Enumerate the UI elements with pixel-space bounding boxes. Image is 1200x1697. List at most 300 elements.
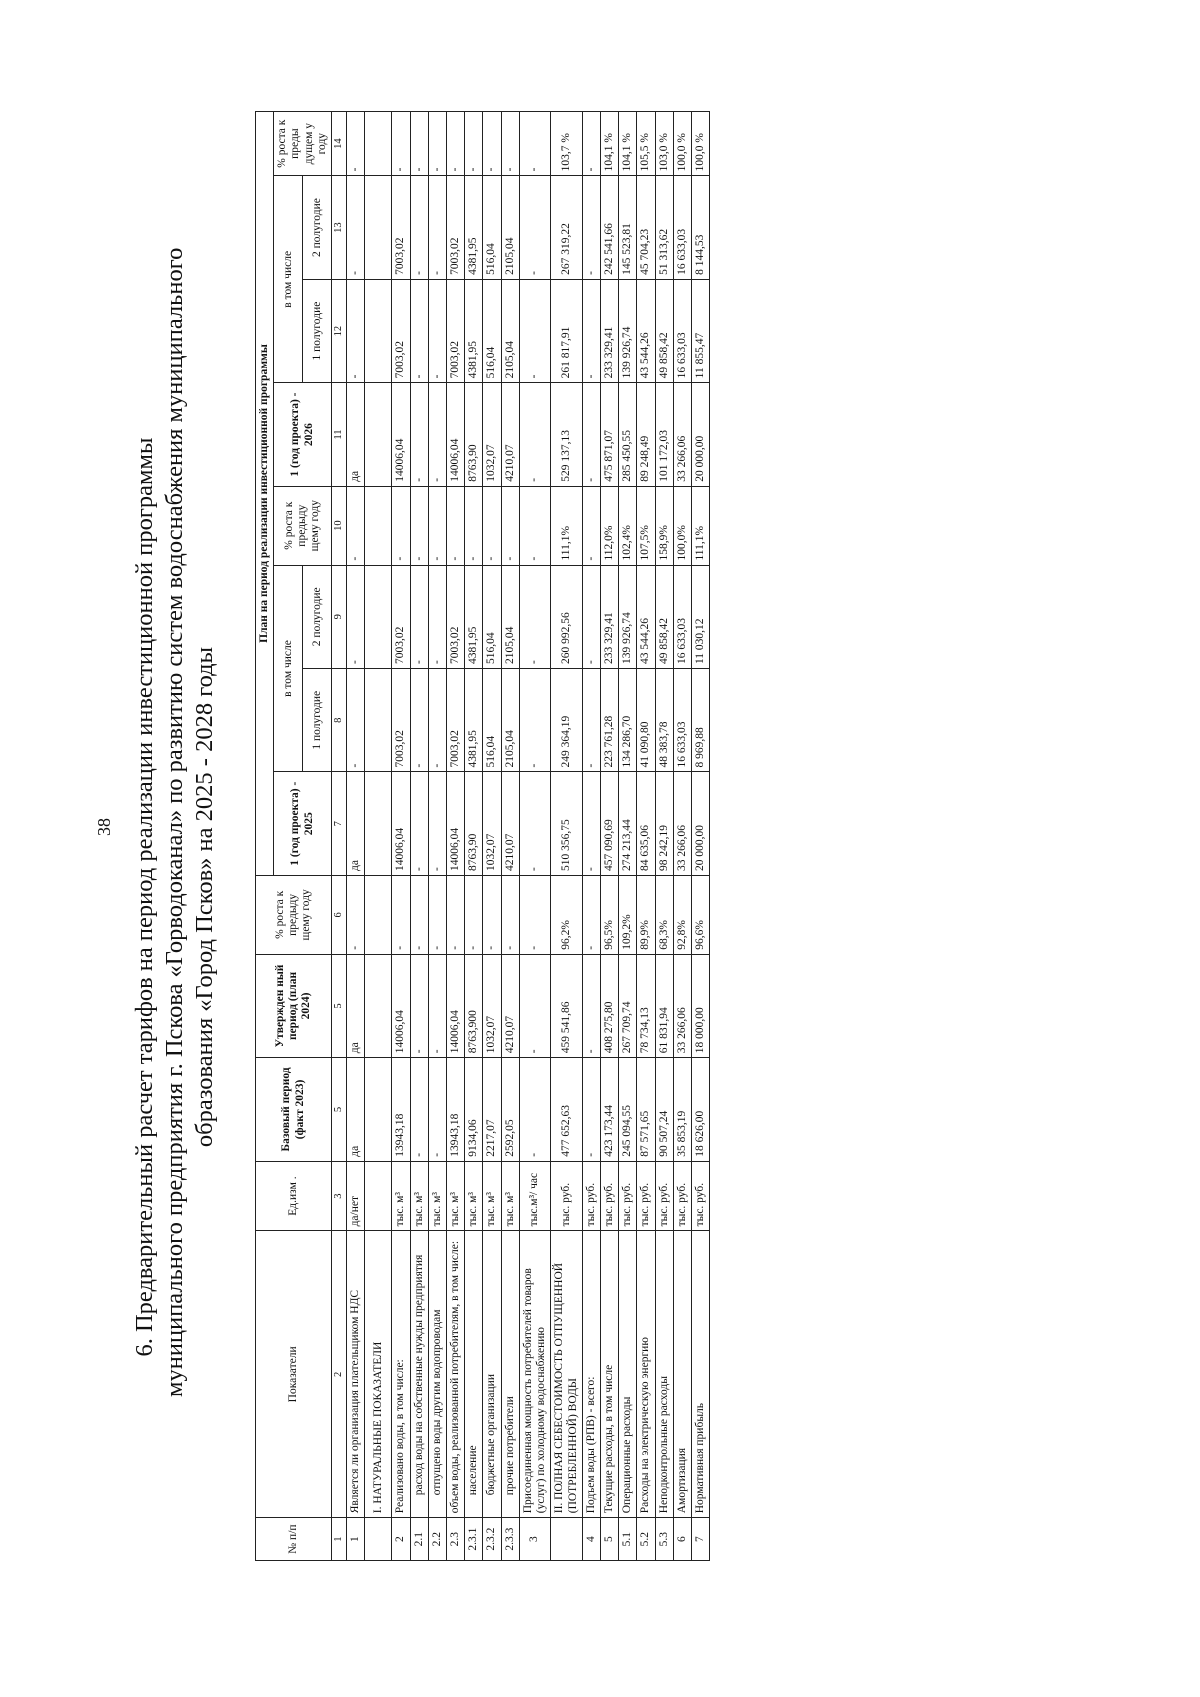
header-indicator: Показатели [256,1231,332,1518]
tariff-table-wrapper [255,111,710,1561]
column-index: 7 [332,772,347,875]
row-number: 2 [392,1518,410,1561]
row-value: 7003,02 [392,565,410,668]
table-row [347,112,365,1561]
row-value: - [582,1058,600,1161]
row-number: 2.3.1 [465,1518,483,1561]
row-value: 111,1% [551,486,582,565]
row-value [365,875,392,954]
row-value: 134 286,70 [619,669,637,772]
row-number: 5 [600,1518,618,1561]
row-value: - [519,383,550,486]
row-value: - [582,875,600,954]
row-value: 14006,04 [392,954,410,1057]
row-value: 16 633,03 [673,279,691,382]
row-value [365,1058,392,1161]
row-number: 5.3 [655,1518,673,1561]
row-value: - [582,486,600,565]
row-value: - [410,112,428,176]
row-value: - [410,565,428,668]
row-value: 242 541,66 [600,176,618,279]
row-value: 8 969,88 [692,669,710,772]
row-value: - [582,954,600,1057]
header-including-2026: в том числе [274,176,303,383]
row-value: 7003,02 [446,176,464,279]
row-value: 96,5% [600,875,618,954]
row-value: 104,1 % [619,112,637,176]
row-number [365,1518,392,1561]
row-number: 7 [692,1518,710,1561]
row-value: 7003,02 [392,279,410,382]
row-indicator-name: население [465,1231,483,1518]
header-growth-3: % роста к преды дущем у году [274,112,332,176]
row-number [551,1518,582,1561]
row-value: 16 633,03 [673,669,691,772]
row-value: 408 275,80 [600,954,618,1057]
row-number: 5.2 [637,1518,655,1561]
row-unit: тыс. м³ [392,1161,410,1231]
row-unit: тыс. руб. [600,1161,618,1231]
row-value: 103,7 % [551,112,582,176]
row-value: - [582,772,600,875]
row-value: 8763,90 [465,772,483,875]
header-approved-period: Утвержден ный период (план 2024) [256,954,332,1057]
row-number: 2.3.2 [483,1518,501,1561]
row-value: 89 248,49 [637,383,655,486]
row-value: 475 871,07 [600,383,618,486]
row-value: - [428,383,446,486]
row-value: - [410,486,428,565]
row-value: 233 329,41 [600,279,618,382]
header-year-2025: 1 (год проекта) - 2025 [274,772,332,875]
row-value: - [410,176,428,279]
row-value: - [428,112,446,176]
row-value: 4210,07 [501,383,519,486]
row-value: 51 313,62 [655,176,673,279]
row-value: - [582,383,600,486]
table-row [392,112,410,1561]
row-value: - [519,875,550,954]
row-value: 49 858,42 [655,279,673,382]
row-value: 260 992,56 [551,565,582,668]
row-indicator-name: Амортизация [673,1231,691,1518]
row-value: 245 094,55 [619,1058,637,1161]
row-value: 103,0 % [655,112,673,176]
row-value: 2105,04 [501,279,519,382]
header-growth-2: % роста к предыду щему году [274,486,332,565]
row-number: 2.2 [428,1518,446,1561]
row-value: - [582,176,600,279]
row-value: - [519,486,550,565]
column-index: 14 [332,112,347,176]
row-value [365,112,392,176]
row-value: - [446,486,464,565]
row-indicator-name: Неподконтрольные расходы [655,1231,673,1518]
row-value: 423 173,44 [600,1058,618,1161]
row-number: 2.3.3 [501,1518,519,1561]
row-unit: тыс. м³ [501,1161,519,1231]
row-value: 459 541,86 [551,954,582,1057]
column-index: 10 [332,486,347,565]
row-value: 33 266,06 [673,383,691,486]
row-value: 267 319,22 [551,176,582,279]
row-value: 43 544,26 [637,279,655,382]
row-value: 11 855,47 [692,279,710,382]
row-indicator-name: объем воды, реализованной потребителям, в том числе: [446,1231,464,1518]
row-value: 109,2% [619,875,637,954]
row-unit: тыс. м³ [428,1161,446,1231]
row-number: 1 [347,1518,365,1561]
table-row [637,112,655,1561]
column-index: 2 [332,1231,347,1518]
row-value: - [428,772,446,875]
row-value: 84 635,06 [637,772,655,875]
row-value: 18 000,00 [692,954,710,1057]
row-value: 1032,07 [483,772,501,875]
row-unit: тыс. руб. [637,1161,655,1231]
row-value: 68,3% [655,875,673,954]
header-num: № п/п [256,1518,332,1561]
header-plan-group: План на период реализации инвестиционной программы [256,112,274,876]
row-value: - [519,954,550,1057]
column-index: 11 [332,383,347,486]
row-value: 7003,02 [392,669,410,772]
table-row [600,112,618,1561]
row-value: 223 761,28 [600,669,618,772]
row-indicator-name: Реализовано воды, в том числе: [392,1231,410,1518]
row-value: - [483,112,501,176]
row-value: 90 507,24 [655,1058,673,1161]
row-value: - [347,279,365,382]
row-value: - [501,112,519,176]
row-value: 2105,04 [501,176,519,279]
row-value: 45 704,23 [637,176,655,279]
table-row [655,112,673,1561]
row-value: 274 213,44 [619,772,637,875]
row-value: 100,0% [673,486,691,565]
row-value: 510 356,75 [551,772,582,875]
row-value: 14006,04 [446,954,464,1057]
row-value: - [582,279,600,382]
row-number: 3 [519,1518,550,1561]
column-index: 5 [332,1058,347,1161]
row-value: 9134,06 [465,1058,483,1161]
table-row [619,112,637,1561]
row-value: 8 144,53 [692,176,710,279]
row-value: - [347,875,365,954]
row-value: - [446,112,464,176]
row-value: 285 450,55 [619,383,637,486]
header-half-2-2026: 2 полугодие [303,176,332,279]
column-index-row [332,112,347,1561]
row-value: - [410,772,428,875]
row-value: 11 030,12 [692,565,710,668]
row-value: - [519,176,550,279]
row-value: 4210,07 [501,772,519,875]
row-unit: тыс.м³/ час [519,1161,550,1231]
row-value: - [428,669,446,772]
row-value [365,486,392,565]
row-value: - [483,875,501,954]
row-unit: тыс. м³ [410,1161,428,1231]
table-row [365,112,392,1561]
row-value: 14006,04 [392,772,410,875]
row-value: - [410,279,428,382]
row-value: - [428,176,446,279]
row-value: 33 266,06 [673,954,691,1057]
row-indicator-name: Является ли организация плательщиком НДС [347,1231,365,1518]
page-title [130,247,220,1397]
row-number: 6 [673,1518,691,1561]
row-value: - [392,112,410,176]
row-value: - [465,112,483,176]
table-row [428,112,446,1561]
row-value: 261 817,91 [551,279,582,382]
row-value: 101 172,03 [655,383,673,486]
row-indicator-name: Расходы на электрическую энергию [637,1231,655,1518]
row-value: 2105,04 [501,669,519,772]
row-number: 2.1 [410,1518,428,1561]
row-value: 2105,04 [501,565,519,668]
row-value: 7003,02 [446,279,464,382]
row-value: 14006,04 [446,383,464,486]
title-line-2: муниципального предприятия г. Пскова «Горводоканал» по развитию систем водоснабжения муниципального [160,247,188,1397]
row-value: 100,0 % [692,112,710,176]
row-value: - [410,954,428,1057]
row-indicator-name: Операционные расходы [619,1231,637,1518]
table-row [551,112,582,1561]
row-value [365,772,392,875]
row-value: 145 523,81 [619,176,637,279]
row-value: 7003,02 [446,669,464,772]
row-value: - [519,279,550,382]
row-value: - [428,486,446,565]
row-value: - [347,669,365,772]
row-value: 78 734,13 [637,954,655,1057]
row-value: 13943,18 [446,1058,464,1161]
table-body [347,112,710,1561]
row-value: 104,1 % [600,112,618,176]
row-value [365,383,392,486]
row-unit [365,1161,392,1231]
row-unit: тыс. м³ [465,1161,483,1231]
row-value: 139 926,74 [619,279,637,382]
row-value: 2592,05 [501,1058,519,1161]
row-value: - [347,112,365,176]
row-value: 516,04 [483,669,501,772]
row-value: - [501,875,519,954]
row-value: 13943,18 [392,1058,410,1161]
table-row [501,112,519,1561]
header-half-1-2025: 1 полугодие [303,669,332,772]
row-value: 7003,02 [446,565,464,668]
column-index: 13 [332,176,347,279]
row-indicator-name: отпущено воды другим водопроводам [428,1231,446,1518]
row-unit: тыс. руб. [655,1161,673,1231]
row-indicator-name: прочие потребители [501,1231,519,1518]
row-indicator-name: Нормативная прибыль [692,1231,710,1518]
row-value: 41 090,80 [637,669,655,772]
row-value: 96,6% [692,875,710,954]
header-year-2026: 1 (год проекта) - 2026 [274,383,332,486]
row-value [365,954,392,1057]
header-base-period: Базовый период (факт 2023) [256,1058,332,1161]
column-index: 9 [332,565,347,668]
row-value: - [428,954,446,1057]
row-value: 16 633,03 [673,565,691,668]
row-value: - [392,875,410,954]
row-value: 516,04 [483,565,501,668]
row-value: 105,5 % [637,112,655,176]
table-row [446,112,464,1561]
column-index: 8 [332,669,347,772]
row-value: 33 266,06 [673,772,691,875]
row-value: - [428,875,446,954]
row-indicator-name: II. ПОЛНАЯ СЕБЕСТОИМОСТЬ ОТПУЩЕННОЙ (ПОТРЕБЛЕННОЙ) ВОДЫ [551,1231,582,1518]
row-value: - [347,486,365,565]
row-value: 8763,900 [465,954,483,1057]
row-value: 139 926,74 [619,565,637,668]
title-line-1: 6. Предварительный расчет тарифов на период реализации инвестиционной программы [131,437,158,1357]
row-value [365,565,392,668]
page-number: 38 [94,818,114,836]
row-value: 457 090,69 [600,772,618,875]
row-value: 7003,02 [392,176,410,279]
row-value: 43 544,26 [637,565,655,668]
row-value: 35 853,19 [673,1058,691,1161]
row-indicator-name: Присоединенная мощность потребителей товаров (услуг) по холодному водоснабжению [519,1231,550,1518]
column-index: 5 [332,954,347,1057]
column-index: 12 [332,279,347,382]
row-value: - [465,486,483,565]
row-value: - [410,875,428,954]
row-value: 107,5% [637,486,655,565]
row-value: 100,0 % [673,112,691,176]
row-value: 4381,95 [465,669,483,772]
row-value: - [519,112,550,176]
header-growth-1: % роста к предыду щему году [256,875,332,954]
row-value: 92,8% [673,875,691,954]
column-index: 3 [332,1161,347,1231]
row-value: - [428,1058,446,1161]
row-value: - [582,112,600,176]
row-value: - [465,875,483,954]
row-value: 529 137,13 [551,383,582,486]
row-value: да [347,383,365,486]
row-value: да [347,772,365,875]
row-value: - [347,176,365,279]
row-value: 111,1% [692,486,710,565]
row-value: - [410,669,428,772]
row-unit: тыс. м³ [446,1161,464,1231]
row-value: - [428,565,446,668]
row-value: 14006,04 [446,772,464,875]
row-value: - [519,1058,550,1161]
row-value: 96,2% [551,875,582,954]
row-value: - [582,565,600,668]
row-value: - [347,565,365,668]
row-value: 20 000,00 [692,383,710,486]
row-value: - [519,565,550,668]
row-value: 102,4% [619,486,637,565]
header-unit: Ед.изм . [256,1161,332,1231]
row-value: - [582,669,600,772]
row-value: - [519,669,550,772]
row-value: 477 652,63 [551,1058,582,1161]
row-value: 89,9% [637,875,655,954]
row-value: 48 383,78 [655,669,673,772]
row-value: 233 329,41 [600,565,618,668]
row-value: - [410,1058,428,1161]
row-value: 8763,90 [465,383,483,486]
row-value: 249 364,19 [551,669,582,772]
row-unit: тыс. руб. [551,1161,582,1231]
row-value: 158,9% [655,486,673,565]
row-value: 4381,95 [465,279,483,382]
row-indicator-name: расход воды на собственные нужды предприятия [410,1231,428,1518]
row-number: 5.1 [619,1518,637,1561]
row-unit: тыс. руб. [692,1161,710,1231]
row-value: 98 242,19 [655,772,673,875]
column-index: 1 [332,1518,347,1561]
row-value: да [347,954,365,1057]
table-row [519,112,550,1561]
row-value: - [519,772,550,875]
row-value: 112,0% [600,486,618,565]
row-value [365,279,392,382]
row-unit: да/нет [347,1161,365,1231]
row-value: - [483,486,501,565]
table-row [582,112,600,1561]
header-half-2-2025: 2 полугодие [303,565,332,668]
row-value: 18 626,00 [692,1058,710,1161]
row-value: 20 000,00 [692,772,710,875]
row-value: 61 831,94 [655,954,673,1057]
table-row [410,112,428,1561]
row-indicator-name: Подъем воды (РПВ) - всего: [582,1231,600,1518]
row-value: 4381,95 [465,565,483,668]
row-value: 1032,07 [483,383,501,486]
row-value: - [392,486,410,565]
table-row [692,112,710,1561]
row-number: 2.3 [446,1518,464,1561]
row-indicator-name: бюджетные организации [483,1231,501,1518]
header-half-1-2026: 1 полугодие [303,279,332,382]
row-value: 1032,07 [483,954,501,1057]
row-value: 87 571,65 [637,1058,655,1161]
row-value: - [501,486,519,565]
row-value [365,176,392,279]
row-number: 4 [582,1518,600,1561]
tariff-table [255,111,710,1561]
row-value: да [347,1058,365,1161]
row-indicator-name: Текущие расходы, в том числе [600,1231,618,1518]
row-value: 4381,95 [465,176,483,279]
row-indicator-name: I. НАТУРАЛЬНЫЕ ПОКАЗАТЕЛИ [365,1231,392,1518]
row-value: 267 709,74 [619,954,637,1057]
row-value: 14006,04 [392,383,410,486]
row-value: - [446,875,464,954]
table-row [483,112,501,1561]
row-value: 16 633,03 [673,176,691,279]
row-value [365,669,392,772]
row-value: 516,04 [483,176,501,279]
row-value: 2217,07 [483,1058,501,1161]
row-unit: тыс. руб. [673,1161,691,1231]
row-value: - [428,279,446,382]
row-unit: тыс. руб. [619,1161,637,1231]
row-value: 49 858,42 [655,565,673,668]
